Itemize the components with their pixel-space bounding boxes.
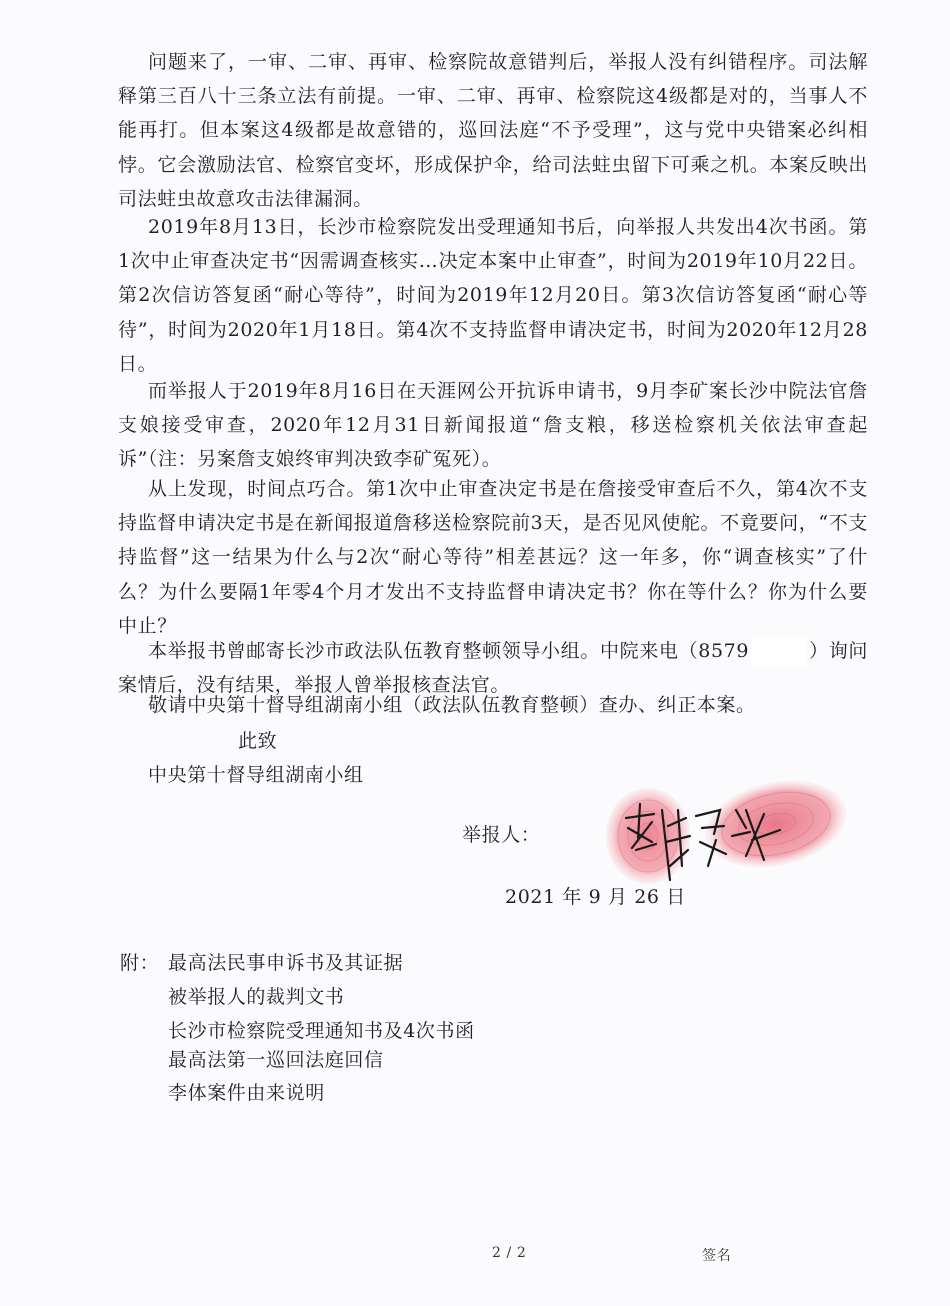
paragraph-5-before: 本举报书曾邮寄长沙市政法队伍教育整顿领导小组。中院来电（8579 — [148, 640, 750, 662]
paragraph-4: 从上发现，时间点巧合。第1次中止审查决定书是在詹接受审查后不久，第4次不支持监督申请决定书是在新闻报道詹移送检察院前3天，是否见风使舵。不竟要问，“不支持监督”这一结果为什么与2次“耐心等待”相差甚远？这一年多，你“调查核实”了什么？为什么要隔1年零4个月才发出不支持监督申请决定书？你在等什么？你为什么要中止？ — [118, 478, 868, 637]
attachments-label: 附： — [120, 952, 160, 974]
footer-signature-label: 签名 — [702, 1248, 732, 1264]
attachment-item: 被举报人的裁判文书 — [168, 986, 345, 1008]
attachment-item: 李体案件由来说明 — [168, 1082, 325, 1104]
page-number: 2 / 2 — [492, 1245, 527, 1261]
paragraph-5-after: ）询问案情后，没有结果，举报人曾举报核查法官。 — [118, 640, 868, 697]
attachment-item: 长沙市检察院受理通知书及4次书函 — [168, 1020, 475, 1042]
paragraph-1: 问题来了，一审、二审、再审、检察院故意错判后，举报人没有纠错程序。司法解释第三百八十三条立法有前提。一审、二审、再审、检察院这4级都是对的，当事人不能再打。但本案这4级都是故意错的，巡回法庭“不予受理”，这与党中央错案必纠相悖。它会激励法官、检察官变坏，形成保护伞，给司法蛀虫留下可乘之机。本案反映出司法蛀虫故意攻击法律漏洞。 — [118, 51, 868, 210]
attachment-item: 最高法民事申诉书及其证据 — [168, 952, 404, 974]
paragraph-3: 而举报人于2019年8月16日在天涯网公开抗诉申请书，9月李矿案长沙中院法官詹支娘接受审查，2020年12月31日新闻报道“詹支粮，移送检察机关依法审查起诉”（注：另案詹支娘终审判决致李矿冤死）。 — [118, 380, 868, 471]
redacted-phone — [751, 637, 807, 667]
attachment-item: 最高法第一巡回法庭回信 — [168, 1049, 384, 1071]
closing-salutation: 此致 — [238, 730, 278, 752]
closing-recipient: 中央第十督导组湖南小组 — [148, 764, 364, 786]
paragraph-2: 2019年8月13日，长沙市检察院发出受理通知书后，向举报人共发出4次书函。第1次中止审查决定书“因需调查核实…决定本案中止审查”，时间为2019年10月22日。第2次信访答复函“耐心等待”，时间为2019年12月20日。第3次信访答复函“耐心等待”，时间为2020年1月18日。第4次不支持监督申请决定书，时间为2020年12月28日。 — [118, 216, 868, 375]
document-date: 2021 年 9 月 26 日 — [505, 886, 686, 908]
reporter-label: 举报人： — [462, 824, 541, 846]
paragraph-6: 敬请中央第十督导组湖南小组（政法队伍教育整顿）查办、纠正本案。 — [148, 694, 756, 716]
fingerprint-seal — [596, 770, 856, 890]
signature-with-fingerprint — [596, 770, 856, 890]
